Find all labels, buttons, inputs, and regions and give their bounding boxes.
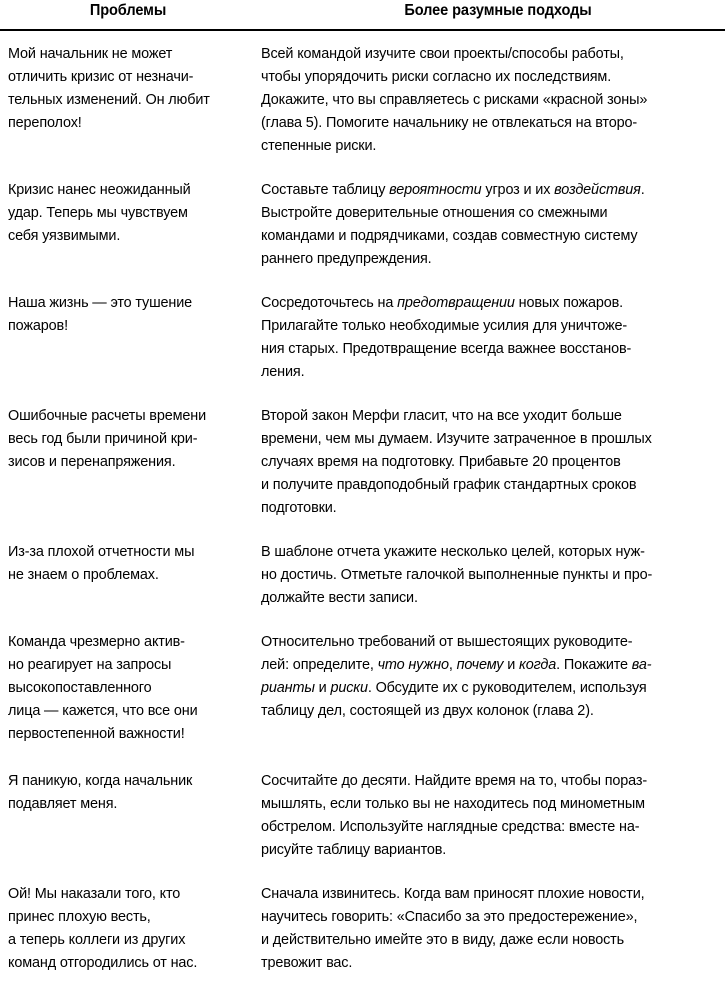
text-line: степенные риски. <box>261 137 377 154</box>
text-line: Второй закон Мерфи гласит, что на все уходит больше <box>261 407 622 424</box>
emphasis-text: почему <box>456 656 504 673</box>
cell-problem <box>0 882 253 974</box>
text-line: времени, чем мы думаем. Изучите затраченное в прошлых <box>261 430 652 447</box>
table-row <box>0 609 725 745</box>
cell-approach <box>253 178 725 270</box>
table-row <box>0 270 725 383</box>
text-line: Выстройте доверительные отношения со смежными <box>261 204 608 221</box>
table-header <box>0 0 725 29</box>
table-row <box>0 31 725 157</box>
text-line: рисуйте таблицу вариантов. <box>261 841 447 858</box>
text-line: Команда чрезмерно актив- <box>8 633 185 650</box>
text-line: принес плохую весть, <box>8 908 151 925</box>
text-line: Наша жизнь — это тушение <box>8 294 193 311</box>
cell-problem <box>0 178 253 247</box>
text-line: весь год были причиной кри- <box>8 430 198 447</box>
emphasis-text: ва- <box>631 656 652 673</box>
cell-problem <box>0 769 253 815</box>
text-line: себя уязвимыми. <box>8 227 121 244</box>
text-line: ления. <box>261 363 305 380</box>
table-row <box>0 519 725 609</box>
text-line: но реагирует на запросы <box>8 656 172 673</box>
cell-approach <box>253 540 725 609</box>
text-line: научитесь говорить: «Спасибо за это предостережение», <box>261 908 638 925</box>
text-line: а теперь коллеги из других <box>8 931 186 948</box>
text-line: но достичь. Отметьте галочкой выполненные пункты и про- <box>261 566 653 583</box>
text-line: подавляет меня. <box>8 795 118 812</box>
text-line: тельных изменений. Он любит <box>8 91 210 108</box>
text-line: Сосчитайте до десяти. Найдите время на то, чтобы пораз- <box>261 772 648 789</box>
cell-approach <box>253 404 725 519</box>
emphasis-text: риски <box>330 679 368 696</box>
emphasis-text: рианты <box>261 679 315 696</box>
text-line: (глава 5). Помогите начальнику не отвлекаться на второ- <box>261 114 638 131</box>
text-line: рианты и риски. Обсудите их с руководителем, используя <box>261 679 647 696</box>
table-row <box>0 745 725 861</box>
emphasis-text: вероятности <box>389 181 482 198</box>
emphasis-text: предотвращении <box>397 294 515 311</box>
text-line: Сначала извинитесь. Когда вам приносят плохие новости, <box>261 885 645 902</box>
text-line: случаях время на подготовку. Прибавьте 20 процентов <box>261 453 621 470</box>
cell-problem <box>0 540 253 586</box>
text-line: подготовки. <box>261 499 337 516</box>
text-line: Докажите, что вы справляетесь с рисками «красной зоны» <box>261 91 648 108</box>
cell-problem <box>0 404 253 473</box>
text-line: удар. Теперь мы чувствуем <box>8 204 188 221</box>
text-line: Мой начальник не может <box>8 45 173 62</box>
cell-approach <box>253 42 725 157</box>
text-line: Всей командой изучите свои проекты/способы работы, <box>261 45 624 62</box>
cell-approach <box>253 769 725 861</box>
text-line: тревожит вас. <box>261 954 353 971</box>
text-line: таблицу дел, состоящей из двух колонок (глава 2). <box>261 702 594 719</box>
text-line: лица — кажется, что все они <box>8 702 198 719</box>
text-line: Я паникую, когда начальник <box>8 772 193 789</box>
text-line: и действительно имейте это в виду, даже если новость <box>261 931 625 948</box>
text-line: чтобы упорядочить риски согласно их последствиям. <box>261 68 612 85</box>
cell-approach <box>253 630 725 722</box>
cell-problem <box>0 291 253 337</box>
text-line: должайте вести записи. <box>261 589 418 606</box>
column-header-problems: Проблемы <box>89 2 167 19</box>
text-line: Прилагайте только необходимые усилия для уничтоже- <box>261 317 628 334</box>
text-line: команд отгородились от нас. <box>8 954 198 971</box>
text-line: ния старых. Предотвращение всегда важнее восстанов- <box>261 340 632 357</box>
cell-problem <box>0 630 253 745</box>
cell-approach <box>253 882 725 974</box>
text-line: Ошибочные расчеты времени <box>8 407 207 424</box>
cell-approach <box>253 291 725 383</box>
text-line: Из-за плохой отчетности мы <box>8 543 195 560</box>
cell-problem <box>0 42 253 134</box>
text-line: зисов и перенапряжения. <box>8 453 176 470</box>
text-line: и получите правдоподобный график стандартных сроков <box>261 476 637 493</box>
table-row <box>0 861 725 974</box>
text-line: лей: определите, что нужно, почему и когда. Покажите ва- <box>261 656 652 673</box>
emphasis-text: воздействия <box>554 181 641 198</box>
text-line: отличить кризис от незначи- <box>8 68 194 85</box>
text-line: первостепенной важности! <box>8 725 185 742</box>
table-row <box>0 383 725 519</box>
text-line: пожаров! <box>8 317 68 334</box>
text-line: командами и подрядчиками, создав совместную систему <box>261 227 638 244</box>
text-line: Сосредоточьтесь на предотвращении новых пожаров. <box>261 294 624 311</box>
text-line: высокопоставленного <box>8 679 152 696</box>
emphasis-text: что нужно <box>377 656 449 673</box>
table-row <box>0 157 725 270</box>
text-line: Ой! Мы наказали того, кто <box>8 885 181 902</box>
text-line: раннего предупреждения. <box>261 250 432 267</box>
text-line: мышлять, если только вы не находитесь под минометным <box>261 795 645 812</box>
text-line: обстрелом. Используйте наглядные средства: вместе на- <box>261 818 640 835</box>
table-body <box>0 31 725 974</box>
column-header-approaches: Более разумные подходы <box>404 2 592 19</box>
text-line: Относительно требований от вышестоящих руководите- <box>261 633 633 650</box>
text-line: Кризис нанес неожиданный <box>8 181 191 198</box>
text-line: В шаблоне отчета укажите несколько целей, которых нуж- <box>261 543 645 560</box>
emphasis-text: когда <box>519 656 557 673</box>
text-line: не знаем о проблемах. <box>8 566 159 583</box>
text-line: Составьте таблицу вероятности угроз и их воздействия. <box>261 181 645 198</box>
text-line: переполох! <box>8 114 82 131</box>
